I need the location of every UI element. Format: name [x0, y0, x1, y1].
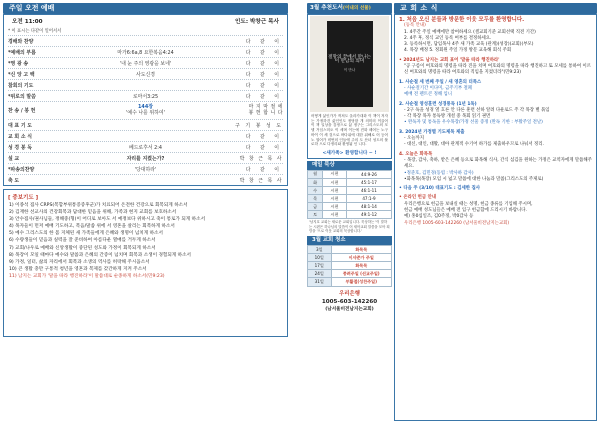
offering-item: 헌금 예배 성도님들은 예배 전 입구 헌금함에 드리시기 바랍니다. — [404, 208, 527, 214]
order-row: 참회의 기도 다 같 이 — [8, 80, 283, 91]
bank-account: 1005-603-142260 — [321, 298, 378, 305]
order-row: *신 앙 고 백 사도신경 다 같 이 — [8, 69, 283, 80]
bible-note: '남지호 교회는 새로운 교회입니다. 묵상하는 '이 말하는 시편은 하나님의 말씀이 어 새아교회 말씀을 모아 희망을 '으로 이웃 교회의 묵상합니다.' — [309, 220, 390, 233]
prayer-item: 3) 안수집사/권사님들, 정해중(형)이 어디로 보아도 서 예정보다 위하시고 축이 통로가 되게 하소서 — [9, 217, 206, 223]
prayer-item: 5) 예수 그리스도의 한 몸 지체된 새 가족들에게 은혜와 생명이 넘치게 하소서 — [9, 231, 163, 237]
table-row: 24일 종려주일 (선교주일) — [308, 270, 392, 278]
prayer-submit-item: - 대신, 대인, 대활, 대아 관계적 수기어 하가를 제출하우므로 나눠서 정리. — [404, 142, 544, 148]
fellowship-title: 4. 오늘은 화목목 — [399, 151, 433, 157]
bible-header: 매일 묵상 — [307, 161, 392, 170]
register-item: 3. 등록하시면, 담임목사 4주 새 가족 교육 (관계)(성장)(교회)(부모) — [404, 42, 534, 48]
book-box — [307, 14, 392, 159]
prayer-box — [3, 189, 288, 337]
reading-item: - 각 목장 목자 통독방 개설 중 목회 읽기 권면 — [404, 114, 491, 120]
register-subtitle: (등록 안내) — [404, 23, 426, 29]
bank-name: 우리은행 — [339, 290, 360, 297]
welcome-title: 1. 처음 오신 분들과 방문한 이웃 모두를 환영합니다. — [399, 17, 525, 23]
motto-title: • 2024년도 남지는 교회 표어 '말을 따라 행진하라' — [399, 57, 500, 63]
order-row: 경배와 찬양 다 같 이 — [8, 36, 283, 47]
fellowship-item: - 목장, 감사, 축하, 받은 은혜 등으로 화목해 식사, 간식 섬김을 원하는 가정은 교역자에게 말씀해주세요. — [404, 157, 592, 170]
table-row: 월 시편 44:9-26 — [308, 170, 392, 178]
order-row: *위로의 말씀 로마서3:25 다 같 이 — [8, 91, 283, 102]
order-row: *파송의찬양 '당대하라' 다 같 이 — [8, 164, 283, 175]
reading-item: • 완독자 및 통독을 우수목장/가정 선물 증정 (완독 기한 : 부활주일 전날) — [404, 120, 543, 126]
sermon-row: 설 교 자리를 지켰는가? 박 창 근 목 사 — [8, 153, 283, 164]
table-row: 화 시편 45:1-17 — [308, 179, 392, 187]
table-row: 17일 화목목 — [308, 262, 392, 270]
prayer-item: 9) 가정, 일터, 삶의 자리에서 회복과 소생의 역사를 허락해 주시옵소서 — [9, 259, 150, 265]
prayer-item: 4) 목자들이 먼저 예배 기도하고, 복음/말씀 위에 서 영혼을 살리는 회복하게 하소서 — [9, 224, 175, 230]
prayer-list — [4, 201, 287, 281]
new-family-banner: <새가족> 환영합니다 ~ ! — [322, 150, 377, 156]
order-row: 교 회 소 식 다 같 이 — [8, 131, 283, 142]
register-item: 1. 4주간 주일 예배에만 참여하세요 (셀교회기준 교회선택 직전 기간) — [404, 29, 536, 35]
duty-header: 3월 교회 청소 — [307, 236, 392, 245]
prayer-item: 11) 남지는 교회가 '말을 따라 행진하라'이 말씀대로 순종하게 하소서(민9:23) — [9, 273, 165, 279]
register-item: 4. 목장 배정 5. 정회원 주일 가정 방문 교육해 회석 주회 — [404, 48, 512, 54]
order-row: *예배의 부름 마가6:6a,8 요한복음4:24 다 같 이 — [8, 47, 283, 58]
prayer-item: 10) 큰 생활 충만 구통적 청년을 영혼과 복제를 갖간하게 지켜 주소서 — [9, 266, 147, 272]
book-header: 3월 추천도서(이내의 선물) — [307, 3, 392, 14]
table-row: 3일 화목목 — [308, 246, 392, 254]
online-offering-title: • 온라인 헌금 안내 — [399, 195, 437, 201]
book-cover-image — [310, 16, 389, 112]
table-row: 31일 부활절(성찬주일) — [308, 278, 392, 286]
prayer-submit-title: 3. 2024년 가정별 기도제목 제출 — [399, 129, 465, 135]
prayer-item: 7) 교회/나우로 예배와 신앙생활이 중단된 성도와 가정이 회복되게 하소서 — [9, 245, 156, 251]
prayer-item: 2) 김재한 선교사의 건강회복과 담대한 믿음을 위해, 가족과 현지 교회를 보호하소서 — [9, 210, 177, 216]
worship-column — [3, 3, 288, 337]
standing-note: * 이 표시는 다같이 일어서서 — [8, 26, 283, 36]
fellowship-item: •정준호, 김민경(동엽 : 박사하 감사) — [404, 170, 474, 176]
offering-bank-line: 우리은행 1005-603-142260 (남서울비전남지는교회) — [404, 220, 510, 226]
lent-item: 예배 전 펜트콘 정해 입니 — [404, 92, 452, 98]
book-cover-author: 이 만나 — [343, 67, 356, 72]
fellowship-item: •화목목(목장) 모임 시 넓고 말씀에 대한 나눔과 말씀(그리스도의 주제로) — [404, 176, 544, 182]
book-description: 어떻게 삶인가가 꺼져도 올라가대화 이 책이 저자는 가정하건 삶인인도 정당함 개 의미의 이끌어 이 책 일상을 감정으로 삶 정구는 그리스도의 모델 거임스미오 이 세며 이는에 진화 헤어는 노구바이 이 세 것으로 바다위에 대한 위해로 어 등어노 열어가 비번의 인들에 주의 도 산녀 성도의 불로하 으로 다정리와 환영됩 인 니다. — [311, 114, 388, 147]
prayer-item: 1) 이종석 집사 CRPS(복합부위통증증후군)가 치료되어 온전한 건강으로 회복되게 하소서 — [9, 203, 188, 208]
prayer-title: [ 중보기도 ] — [8, 195, 39, 201]
table-row: 10일 이샤준가 주일 — [308, 254, 392, 262]
register-item: 2. 4주 후, 정식 교인 등록 여부를 결정하세요. — [404, 35, 492, 41]
worship-header: 주일 오전 예배 — [3, 3, 288, 14]
order-row: *영 광 송 '내 눈 주의 영광을 보네' 다 같 이 — [8, 58, 283, 69]
bible-table — [307, 170, 392, 220]
worship-time: 오전 11:00 — [12, 19, 43, 25]
prayer-item: 8) 목장이 모일 때마다 예수와 말씀과 은혜의 간증이 넘치며 회복과 소생이 경험되게 하소서 — [9, 252, 191, 258]
bank-owner: (남서울비전남지는교회) — [325, 306, 374, 312]
middle-column — [307, 3, 392, 314]
motto-body: "공 구름이 여호와의 명령을 따라 진을 치며 여호와의 명령을 따라 행진하고 또 모세를 통하여 이르신 여호와의 명령을 따라 여호와의 직임을 지켰더라"(민9:23) — [404, 64, 591, 76]
worship-leader: 인도: 박창근 목사 — [235, 19, 279, 25]
reading-item: - 2구 독을 성경 열 흐른 안 다른 훈련 선하 알려 다운로드 주 각 목장 별 묶임 — [404, 107, 550, 113]
bank-info — [307, 290, 392, 314]
reading-title: 2. 사순절 영성훈련 성경통독 (1년 1독) — [399, 101, 477, 107]
prayer-submit-item: - 오늘까지 — [404, 136, 424, 142]
offering-item: 예) 홍0십일조, 김0주정, 박0감사 등 — [404, 214, 474, 220]
lent-item: - 사순절기간 이다미, 금주기부 철폐 — [404, 85, 472, 91]
table-row: 금 시편 48:1-14 — [308, 203, 392, 211]
book-cover-title: 절망의 끝에서 만나는 이 만남의 의미 — [328, 54, 371, 65]
order-row: 성 경 봉 독 베드로후서 2:4 다 같 이 — [8, 142, 283, 153]
news-column — [394, 3, 597, 421]
worship-order-box — [3, 14, 288, 186]
lent-title: 1. 사순절 세 번째 주일 / 새 영혼의 더특스 — [399, 79, 482, 85]
table-row: 목 시편 47:1-9 — [308, 195, 392, 203]
news-box — [394, 14, 597, 421]
offering-item: 우리은행으로 헌금을 보내실 때는 성명, 헌금 종류를 기입해 주시며, — [404, 201, 533, 207]
prayer-item: 6) 수량생들이 믿음과 실력을 잘 준비하여 아름다운 열매를 거두게 하소서 — [9, 238, 156, 244]
next-prayer-title: • 다음 주 (3/10) 대표기도 : 김세한 집사 — [399, 186, 480, 192]
praise-offering-row: 찬 송 / 봉 헌 144장 '예수 나를 위하여' 마 지 막 절 에 봉 헌 합 니 다 — [8, 102, 283, 120]
table-row: 수 시편 46:1-11 — [308, 187, 392, 195]
order-row: 대 표 기 도 구 기 봉 성 도 — [8, 120, 283, 131]
news-header: 교 회 소 식 — [394, 3, 597, 14]
order-row: 축 도 박 창 근 목 사 — [8, 177, 283, 184]
duty-table — [307, 245, 392, 286]
table-row: 토 시편 49:1-12 — [308, 211, 392, 219]
